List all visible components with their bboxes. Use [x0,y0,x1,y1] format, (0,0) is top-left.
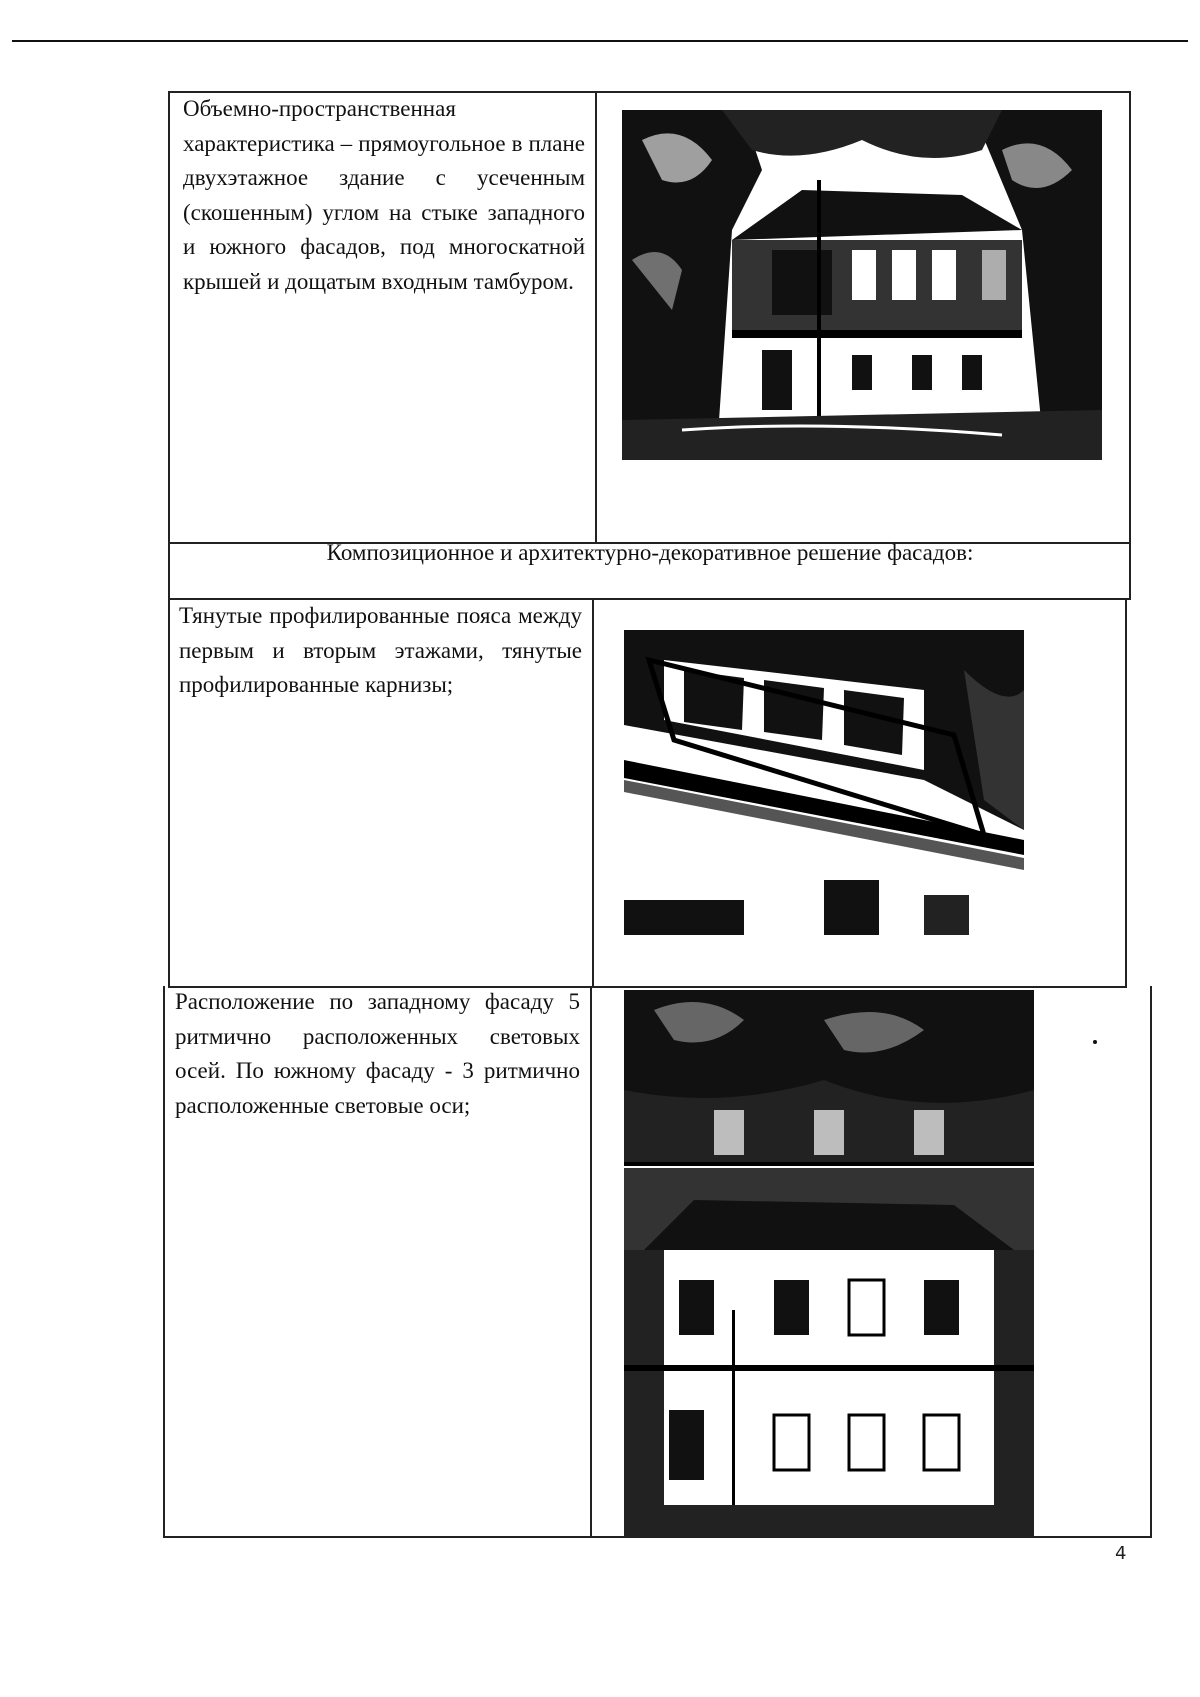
stray-mark [1093,1040,1097,1044]
row-2-description: Тянутые профилированные пояса между первым и вторым этажами, тянутые профилированные карнизы; [179,603,582,697]
page-number: 4 [1115,1543,1127,1564]
row-1-description: Объемно-пространственная характеристика – прямоугольное в плане двухэтажное здание с усеченным (скошенным) углом на стыке западного и южного фасадов, под многоскатной крышей и дощатым входным тамбуром. [183,96,585,294]
row-3-description: Расположение по западному фасаду 5 ритмично расположенных световых осей. По южному фасаду - 3 ритмично расположенные световые оси; [175,989,580,1118]
top-rule [12,40,1188,42]
photo-building-overview [622,110,1102,460]
photo-cornice-detail [624,630,1024,935]
section-heading: Композиционное и архитектурно-декоративное решение фасадов: [326,540,974,565]
photo-west-facade [624,990,1034,1538]
